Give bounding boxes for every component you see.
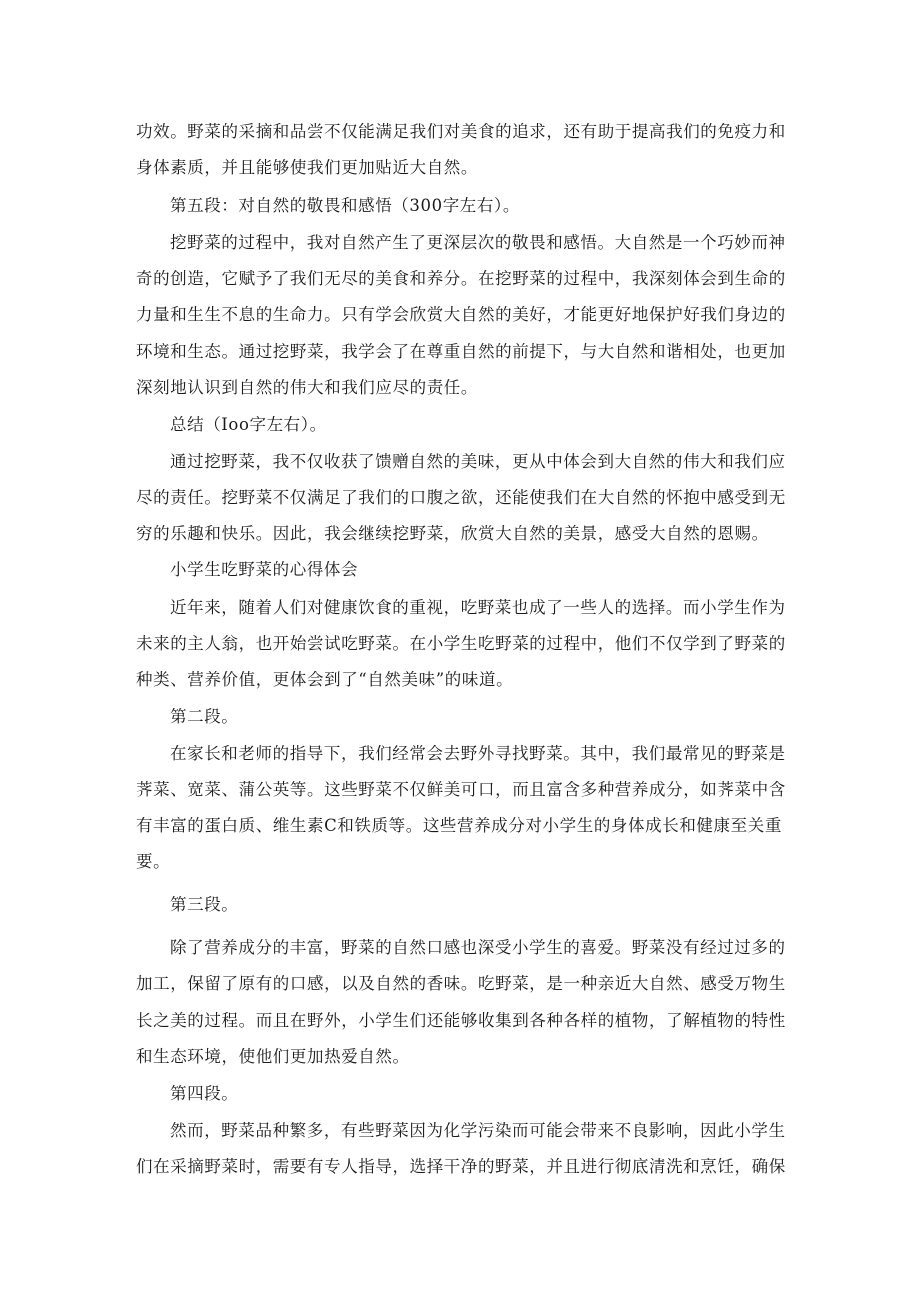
text-line: 有丰富的蛋白质、维生素C和铁质等。这些营养成分对小学生的身体成长和健康至关重 — [136, 816, 782, 835]
section-heading: 第五段：对自然的敬畏和感悟（300字左右）。 — [170, 196, 520, 215]
text-line: 深刻地认识到自然的伟大和我们应尽的责任。 — [136, 378, 478, 397]
text-line: 奇的创造，它赋予了我们无尽的美食和养分。在挖野菜的过程中，我深刻体会到生命的 — [136, 269, 786, 288]
document-title: 小学生吃野菜的心得体会 — [170, 560, 359, 579]
text-line: 荠菜、宽菜、蒲公英等。这些野菜不仅鲜美可口，而且富含多种营养成分，如荠菜中含 — [136, 780, 786, 799]
text-line: 身体素质，并且能够使我们更加贴近大自然。 — [136, 158, 478, 177]
text-line: 种类、营养价值，更体会到了“自然美味”的味道。 — [136, 670, 514, 689]
text-line: 穷的乐趣和快乐。因此，我会继续挖野菜，欣赏大自然的美景，感受大自然的恩赐。 — [136, 524, 769, 543]
text-line: 挖野菜的过程中，我对自然产生了更深层次的敬畏和感悟。大自然是一个巧妙而神 — [170, 233, 786, 252]
text-line: 尽的责任。挖野菜不仅满足了我们的口腹之欲，还能使我们在大自然的怀抱中感受到无 — [136, 488, 786, 507]
section-heading: 第二段。 — [170, 707, 239, 726]
text-line: 未来的主人翁，也开始尝试吃野菜。在小学生吃野菜的过程中，他们不仅学到了野菜的 — [136, 634, 786, 653]
text-line: 环境和生态。通过挖野菜，我学会了在尊重自然的前提下，与大自然和谐相处，也更加 — [136, 342, 786, 361]
text-line: 要。 — [136, 852, 171, 871]
text-line: 近年来，随着人们对健康饮食的重视，吃野菜也成了一些人的选择。而小学生作为 — [170, 598, 786, 617]
text-line: 在家长和老师的指导下，我们经常会去野外寻找野菜。其中，我们最常见的野菜是 — [170, 744, 786, 763]
text-line: 然而，野菜品种繁多，有些野菜因为化学污染而可能会带来不良影响，因此小学生 — [170, 1121, 786, 1140]
text-line: 通过挖野菜，我不仅收获了馈赠自然的美味，更从中体会到大自然的伟大和我们应 — [170, 452, 786, 471]
text-line: 和生态环境，使他们更加热爱自然。 — [136, 1047, 410, 1066]
section-heading: 第三段。 — [170, 895, 239, 914]
text-line: 功效。野菜的采摘和品尝不仅能满足我们对美食的追求，还有助于提高我们的免疫力和 — [136, 122, 786, 141]
text-line: 加工，保留了原有的口感，以及自然的香味。吃野菜，是一种亲近大自然、感受万物生 — [136, 974, 786, 993]
section-heading: 总结（Ioo字左右）。 — [170, 415, 327, 434]
text-line: 长之美的过程。而且在野外，小学生们还能够收集到各种各样的植物，了解植物的特性 — [136, 1011, 786, 1030]
section-heading: 第四段。 — [170, 1084, 239, 1103]
text-line: 力量和生生不息的生命力。只有学会欣赏大自然的美好，才能更好地保护好我们身边的 — [136, 305, 786, 324]
text-line: 们在采摘野菜时，需要有专人指导，选择干净的野菜，并且进行彻底清洗和烹饪，确保 — [136, 1157, 786, 1176]
text-line: 除了营养成分的丰富，野菜的自然口感也深受小学生的喜爱。野菜没有经过过多的 — [170, 938, 786, 957]
